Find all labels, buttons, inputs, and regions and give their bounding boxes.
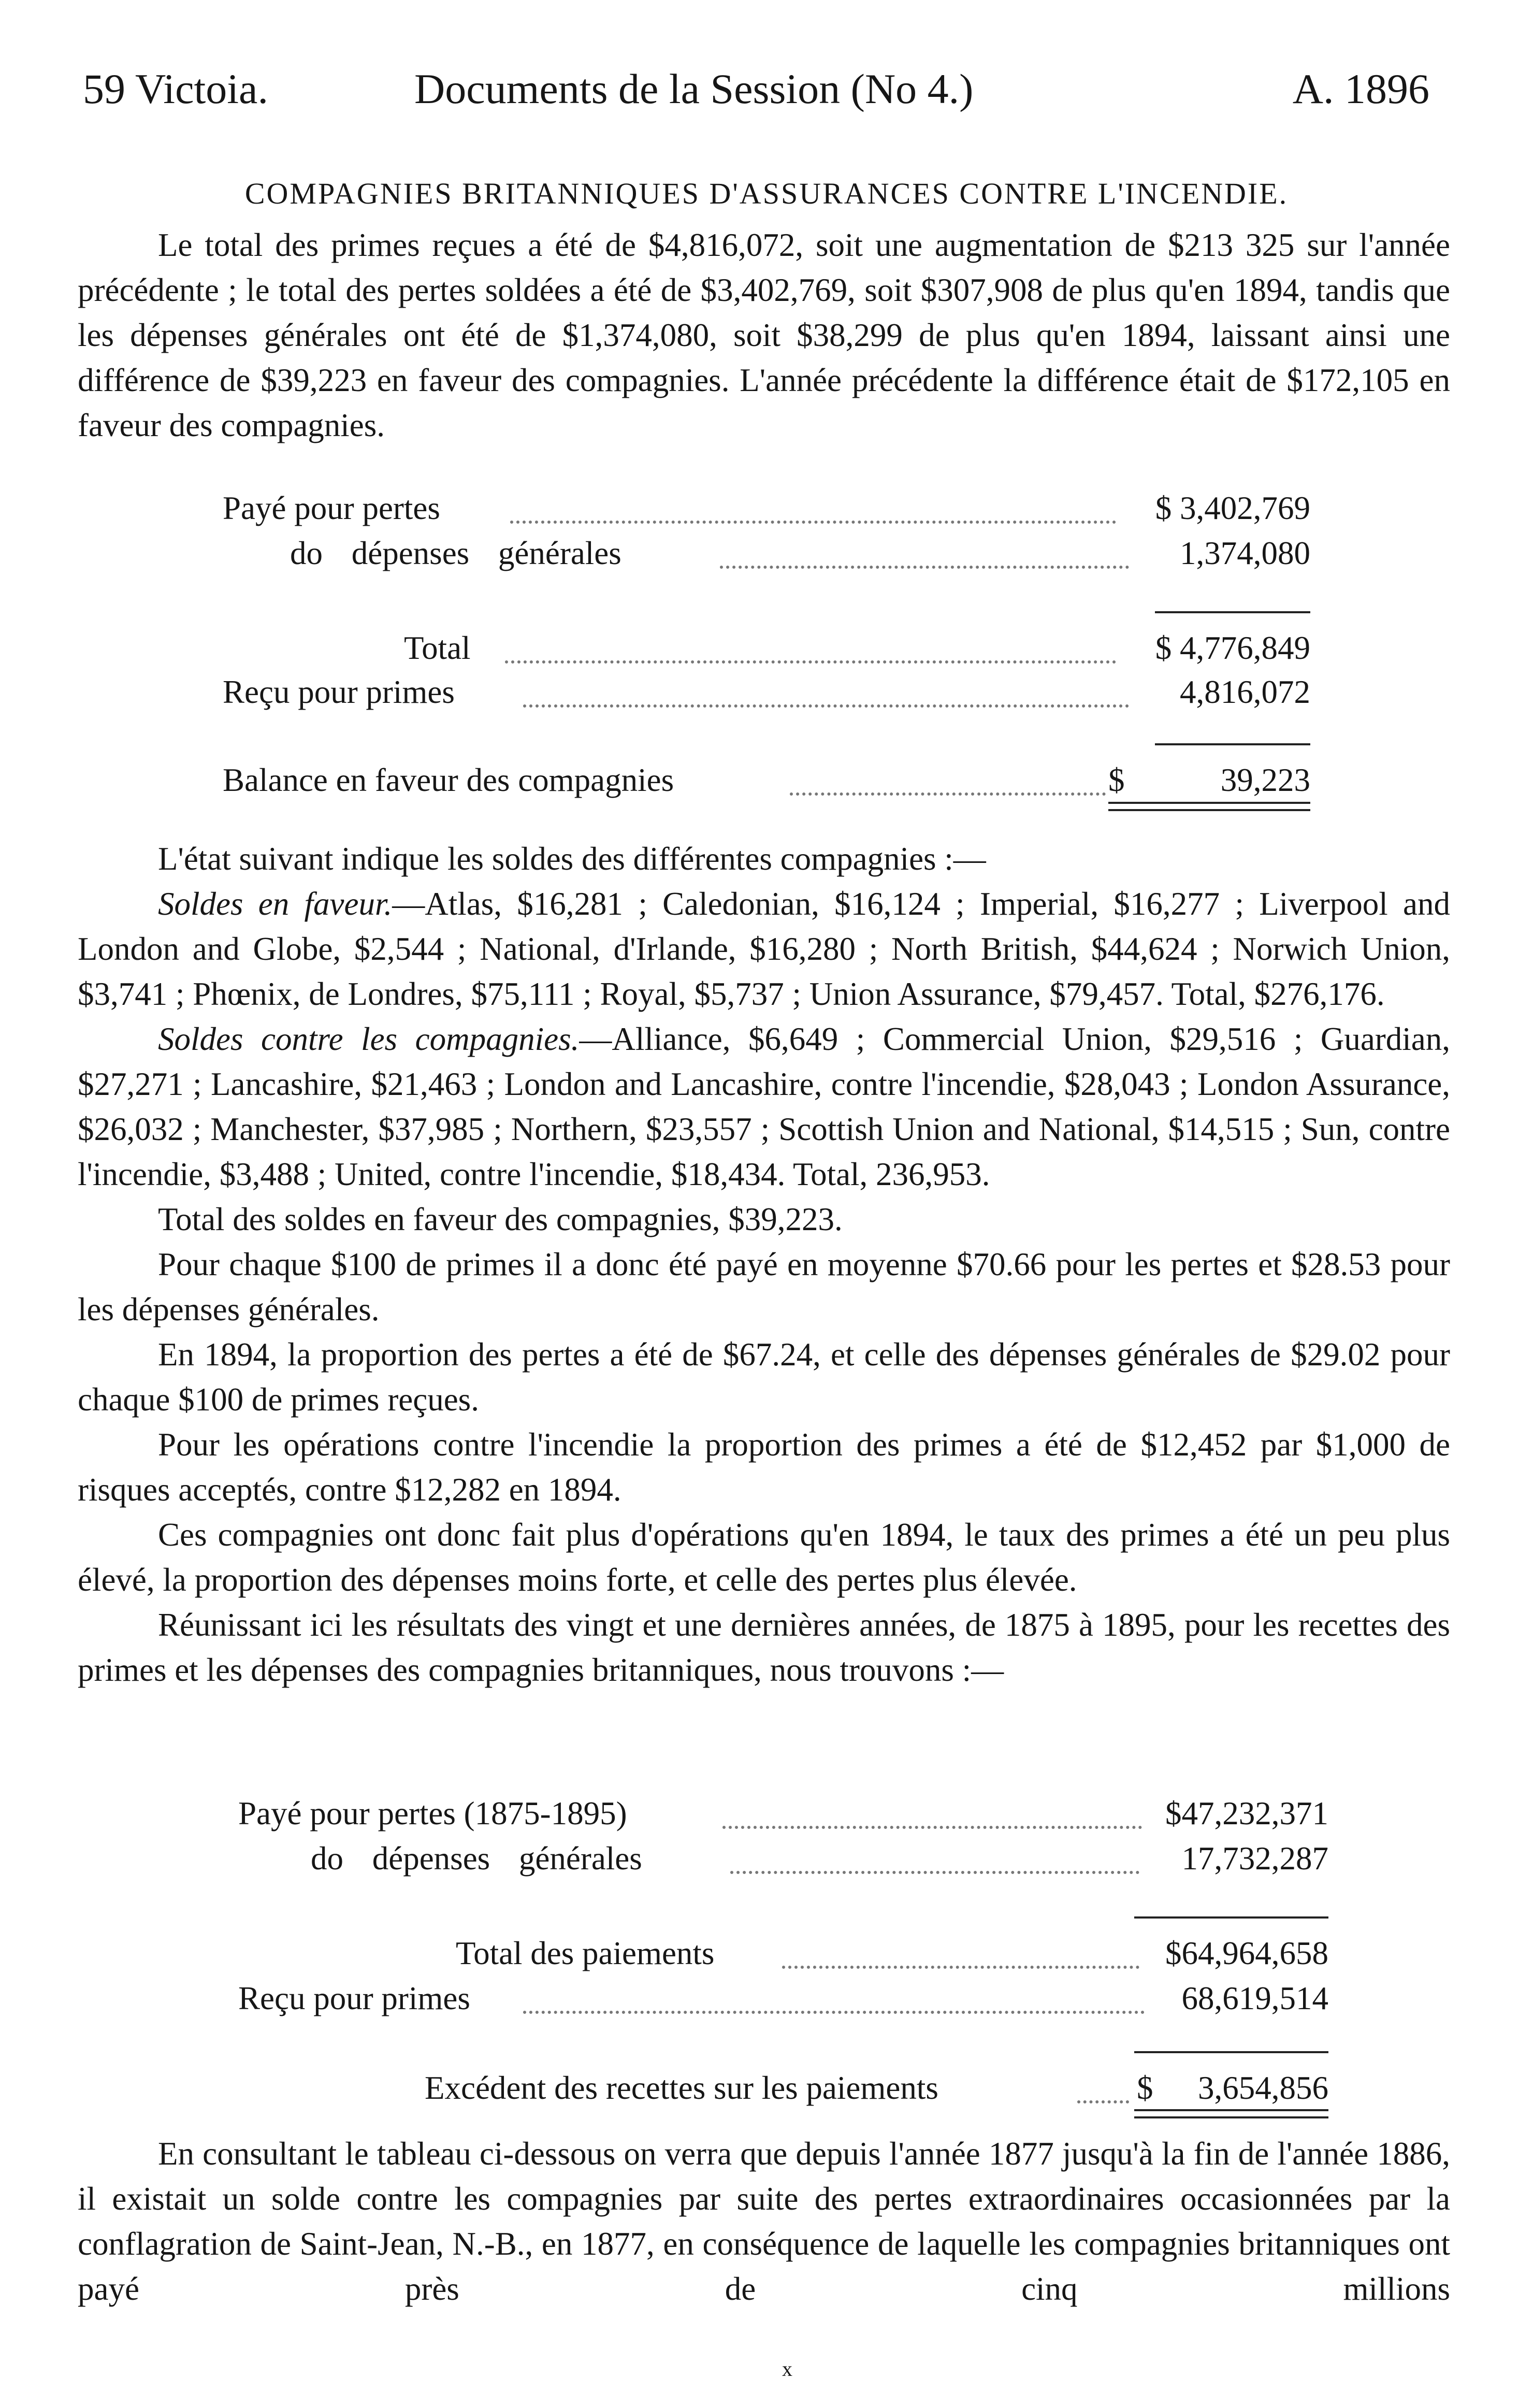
dot-leader	[505, 660, 1116, 664]
t1-balance-rule	[1155, 743, 1310, 745]
t2-dollar: $	[1137, 2070, 1153, 2106]
dot-leader	[730, 1871, 1139, 1874]
t2-value: 68,619,514	[1181, 1980, 1328, 2016]
intro-paragraph: Le total des primes reçues a été de $4,816,072, soit une augmentation de $213 325 sur l'année précédente ; le total des pertes soldées a été de $3,402,769, soit $307,908 de plus qu'en 1894, tandis que les dépenses générales ont été de $1,374,080, soit $38,299 de plus qu'en 1894, laissant ainsi une différence de $39,223 en faveur des compagnies. L'année précédente la différence était de $172,105 en faveur des compagnies.	[78, 227, 1450, 443]
t2-value: $64,964,658	[1165, 1935, 1328, 1971]
total-soldes-paragraph: Total des soldes en faveur des compagnies, $39,223.	[158, 1201, 843, 1237]
soldes-contre-text: —Alliance, $6,649 ; Commercial Union, $29,516 ; Guardian, $27,271 ; Lancashire, $21,463 ; London and Lancashire, contre l'incendie, $28,043 ; London Assurance, $26,032 ; Manchester, $37,985 ; Northern, $23,557 ; Scottish Union and National, $14,515 ; Sun, contre l'incendie, $3,488 ; United, contre l'incendie, $18,434. Total, 236,953.	[78, 1021, 1451, 1192]
t2-label: Excédent des recettes sur les paiements	[425, 2070, 938, 2106]
dot-leader	[782, 1966, 1139, 1969]
final-section	[78, 2131, 1450, 2312]
more-operations-paragraph: Ces compagnies ont donc fait plus d'opérations qu'en 1894, le taux des primes a été un peu plus élevé, la proportion des dépenses moins forte, et celle des pertes plus élevée.	[78, 1517, 1450, 1598]
t1-label: do dépenses générales	[290, 535, 621, 571]
t1-double-rule	[1108, 802, 1310, 811]
t1-label: Total	[404, 630, 471, 666]
t2-label: Reçu pour primes	[238, 1980, 470, 2016]
t1-dollar: $	[1108, 762, 1125, 798]
t2-label: Payé pour pertes (1875-1895)	[238, 1795, 627, 1832]
soldes-en-faveur-text: —Atlas, $16,281 ; Caledonian, $16,124 ; Imperial, $16,277 ; Liverpool and London and Globe, $2,544 ; National, d'Irlande, $16,280 ; North British, $44,624 ; Norwich Union, $3,741 ; Phœnix, de Londres, $75,111 ; Royal, $5,737 ; Union Assurance, $79,457. Total, $276,176.	[78, 886, 1450, 1012]
dot-leader	[523, 704, 1129, 708]
t1-subtotal-rule	[1155, 611, 1310, 613]
soldes-contre-title: Soldes contre les compagnies.	[158, 1021, 580, 1057]
t2-excess-rule	[1134, 2051, 1328, 2053]
dot-leader	[523, 2011, 1145, 2014]
t2-value: $47,232,371	[1165, 1795, 1328, 1832]
dot-leader	[722, 1826, 1142, 1829]
t1-label: Balance en faveur des compagnies	[223, 762, 674, 798]
per-100-paragraph: Pour chaque $100 de primes il a donc été payé en moyenne $70.66 pour les pertes et $28.53 pour les dépenses générales.	[78, 1246, 1450, 1328]
header-volume: 59 Victoia.	[83, 65, 268, 112]
final-paragraph: En consultant le tableau ci-dessous on verra que depuis l'année 1877 jusqu'à la fin de l'année 1886, il existait un solde contre les compagnies par suite des pertes extraordinaires occasionnées par la conflagration de Saint-Jean, N.-B., en 1877, en conséquence de laquelle les compagnies britanniques ont payé près de cinq millions	[78, 2136, 1450, 2307]
section-title: COMPAGNIES BRITANNIQUES D'ASSURANCES CONTRE L'INCENDIE.	[244, 177, 1289, 210]
t1-value: $ 3,402,769	[1155, 490, 1310, 526]
t1-value: 1,374,080	[1180, 535, 1310, 571]
t1-value: 39,223	[1220, 762, 1310, 798]
footer-mark: x	[782, 2357, 792, 2381]
t2-value: 17,732,287	[1181, 1840, 1328, 1877]
t1-label: Reçu pour primes	[223, 674, 455, 710]
dot-leader	[790, 792, 1106, 796]
soldes-contre-paragraph	[78, 1017, 1450, 1197]
intro-section	[78, 223, 1450, 448]
header-year: A. 1896	[1292, 65, 1429, 112]
soldes-en-faveur-title: Soldes en faveur.	[158, 886, 393, 922]
t2-label: Total des paiements	[456, 1935, 715, 1971]
dot-leader	[720, 566, 1129, 569]
t2-double-rule	[1134, 2109, 1328, 2118]
t1-label: Payé pour pertes	[223, 490, 440, 526]
t1-value: $ 4,776,849	[1155, 630, 1310, 666]
t2-subtotal-rule	[1134, 1916, 1328, 1919]
header-title: Documents de la Session (No 4.)	[414, 65, 974, 112]
soldes-en-faveur-paragraph	[78, 882, 1450, 1017]
t1-value: 4,816,072	[1180, 674, 1310, 710]
state-intro: L'état suivant indique les soldes des différentes compagnies :—	[158, 841, 986, 877]
dot-leader	[510, 521, 1116, 524]
t2-value: 3,654,856	[1198, 2070, 1328, 2106]
t2-label: do dépenses générales	[311, 1840, 642, 1877]
reunissant-paragraph: Réunissant ici les résultats des vingt et une dernières années, de 1875 à 1895, pour les recettes des primes et les dépenses des compagnies britanniques, nous trouvons :—	[78, 1607, 1450, 1688]
operations-paragraph: Pour les opérations contre l'incendie la proportion des primes a été de $12,452 par $1,000 de risques acceptés, contre $12,282 en 1894.	[78, 1426, 1450, 1508]
body-section	[78, 837, 1450, 1693]
in-1894-paragraph: En 1894, la proportion des pertes a été de $67.24, et celle des dépenses générales de $29.02 pour chaque $100 de primes reçues.	[78, 1336, 1450, 1418]
